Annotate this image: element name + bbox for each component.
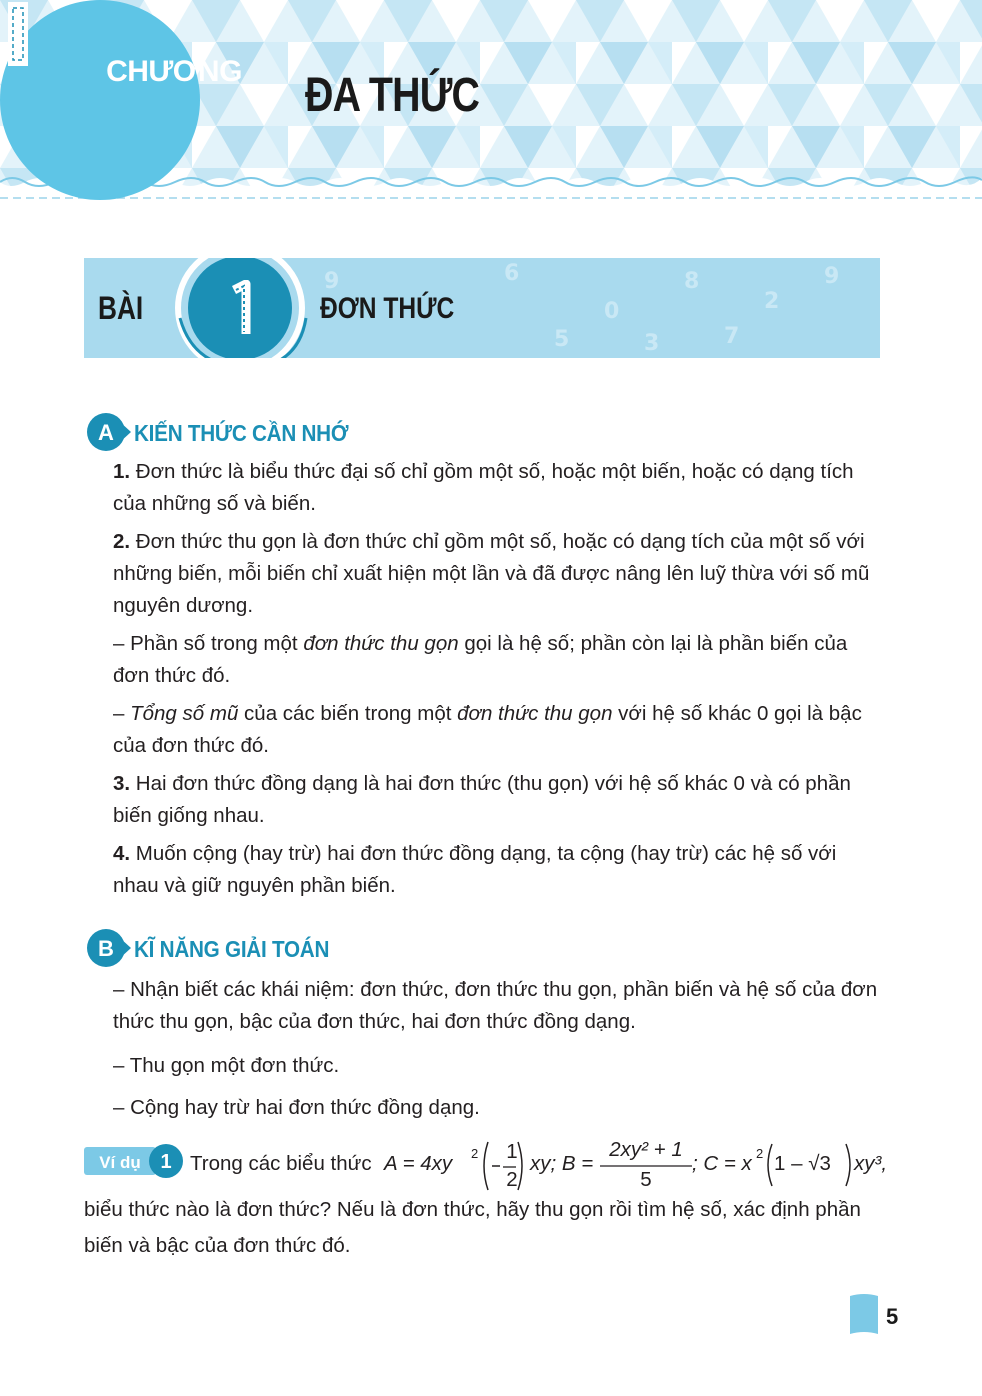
lesson-number-graphic (224, 280, 260, 338)
lesson-title: ĐƠN THỨC (320, 292, 455, 325)
svg-text:A: A (98, 420, 114, 445)
expression-a: A = 4xy (384, 1152, 453, 1175)
section-b-title: KĨ NĂNG GIẢI TOÁN (134, 936, 330, 962)
knowledge-item-2-dash-2: – Tổng số mũ của các biến trong một đơn thức thu gọn với hệ số khác 0 gọi là bậc của đơn thức đó. (113, 702, 862, 757)
fraction-2-denominator: 5 (640, 1168, 652, 1191)
fraction-2-numerator: 2xy² + 1 (609, 1138, 683, 1161)
fraction-1-numerator: 1 (506, 1140, 518, 1163)
svg-text:3: 3 (644, 331, 660, 356)
knowledge-item-4: 4. Muốn cộng (hay trừ) hai đơn thức đồng dạng, ta cộng (hay trừ) các hệ số với nhau và giữ nguyên phần biến. (113, 842, 837, 897)
svg-text:0: 0 (604, 299, 620, 324)
fraction-1-denominator: 2 (506, 1168, 518, 1191)
svg-text:8: 8 (684, 269, 700, 294)
expression-a-tail: xy; B = (530, 1152, 594, 1175)
knowledge-item-3: 3. Hai đơn thức đồng dạng là hai đơn thức (thu gọn) với hệ số khác 0 và có phần biến giống nhau. (113, 772, 851, 827)
chapter-header (0, 0, 982, 205)
example-question: biểu thức nào là đơn thức? Nếu là đơn thức, hãy thu gọn rồi tìm hệ số, xác định phần biến và bậc của đơn thức đó. (84, 1198, 861, 1257)
section-a-badge (86, 412, 132, 452)
expression-c-inner: 1 – √3 (774, 1152, 831, 1175)
expression-c-exponent: 2 (756, 1146, 764, 1161)
skill-item-1: – Nhận biết các khái niệm: đơn thức, đơn thức thu gọn, phần biến và hệ số của đơn thức thu gọn, bậc của đơn thức, hai đơn thức đồng dạng. (113, 978, 878, 1033)
knowledge-item-1: 1. Đơn thức là biểu thức đại số chỉ gồm một số, hoặc một biến, hoặc có dạng tích của những số và biến. (113, 460, 854, 515)
skill-item-3: – Cộng hay trừ hai đơn thức đồng dạng. (113, 1096, 480, 1119)
expression-c: ; C = x (692, 1152, 752, 1175)
example-badge (84, 1144, 186, 1178)
expression-a-exponent: 2 (471, 1146, 479, 1161)
svg-text:6: 6 (504, 261, 520, 286)
page-number: 5 (886, 1304, 899, 1329)
section-a-title: KIẾN THỨC CẦN NHỚ (134, 420, 349, 446)
svg-text:Ví dụ: Ví dụ (99, 1153, 141, 1172)
svg-text:9: 9 (824, 264, 840, 289)
page-marker-icon (848, 1292, 880, 1338)
chapter-title: ĐA THỨC (305, 69, 480, 122)
skill-item-2: – Thu gọn một đơn thức. (113, 1054, 340, 1077)
svg-text:2: 2 (764, 289, 780, 314)
expression-c-tail: xy³, (854, 1152, 888, 1175)
section-b-badge (86, 928, 132, 968)
svg-text:B: B (98, 936, 114, 961)
svg-text:9: 9 (324, 269, 340, 294)
lesson-word: BÀI (98, 290, 144, 326)
example-intro: Trong các biểu thức (190, 1152, 372, 1175)
svg-text:1: 1 (160, 1151, 172, 1173)
example-1 (84, 1138, 894, 1194)
knowledge-item-2: 2. Đơn thức thu gọn là đơn thức chỉ gồm một số, hoặc có dạng tích của một số với những biến, mỗi biến chỉ xuất hiện một lần và đã được nâng lên luỹ thừa với số mũ nguyên dương. (113, 530, 870, 617)
chapter-word: CHƯƠNG (106, 55, 242, 88)
svg-text:7: 7 (724, 324, 740, 349)
svg-text:5: 5 (554, 327, 570, 352)
lesson-banner (84, 258, 880, 358)
knowledge-item-2-dash-1: – Phần số trong một đơn thức thu gọn gọi là hệ số; phần còn lại là phần biến của đơn thức đó. (113, 632, 848, 687)
chapter-number-graphic (0, 0, 36, 68)
